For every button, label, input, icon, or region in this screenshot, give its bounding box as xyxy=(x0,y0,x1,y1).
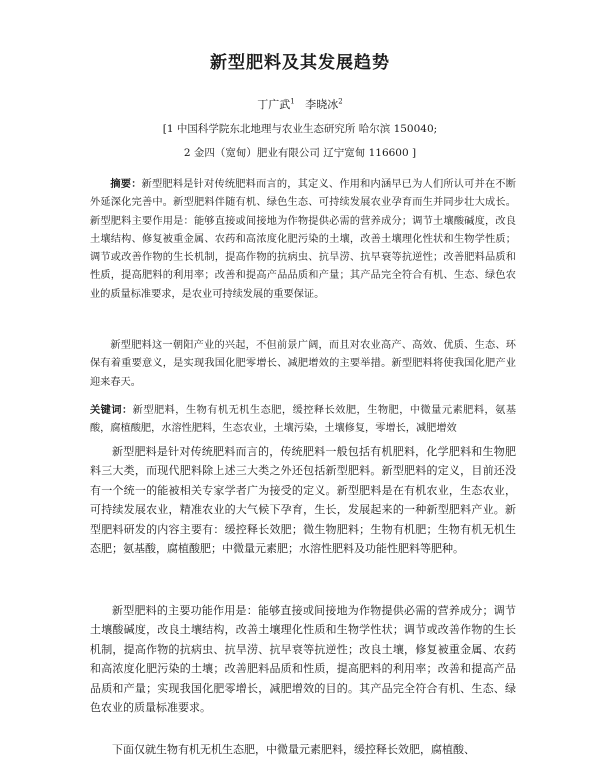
author-name: 丁广武 xyxy=(257,98,291,111)
author-line xyxy=(0,96,600,112)
affiliation-line: 2 金四（宽甸）肥业有限公司 辽宁宽甸 116600 ] xyxy=(183,147,417,159)
abstract-paragraph xyxy=(90,176,516,304)
body-text: 下面仅就生物有机无机生态肥，中微量元素肥料，缓控释长效肥，腐植酸、 xyxy=(112,743,475,756)
body-text: 新型肥料是针对传统肥料而言的，传统肥料一般包括有机肥料，化学肥料和生物肥料三大类，而现代肥料除上述三大类之外还包括新型肥料。新型肥料的定义，目前还没有一个统一的能被相关专家学者广为接受的定义。新型肥料是在有机农业，生态农业，可持续发展农业，精准农业的大气候下孕育，生长，发展起来的一种新型肥料产业。新型肥料研发的内容主要有：缓控释长效肥；微生物肥料；生物有机肥；生物有机无机生态肥；氨基酸，腐植酸肥；中微量元素肥；水溶性肥料及功能性肥料等肥种。 xyxy=(90,445,516,556)
author-superscript: 1 xyxy=(290,97,295,106)
keywords-label: 关键词： xyxy=(90,405,133,416)
keywords-block xyxy=(90,402,516,439)
abstract-paragraph xyxy=(90,337,516,392)
author-name: 李晓冰 xyxy=(305,98,339,111)
paper-title: 新型肥料及其发展趋势 xyxy=(210,53,390,73)
body-paragraph xyxy=(90,740,516,759)
keywords-text: 新型肥料，生物有机无机生态肥，缓控释长效肥，生物肥，中微量元素肥料，氨基酸，腐植酸肥，水溶性肥料，生态农业，土壤污染，土壤修复，零增长，减肥增效 xyxy=(90,405,517,435)
abstract-text: 新型肥料这一朝阳产业的兴起，不但前景广阔，而且对农业高产、高效、优质、生态、环保有着重要意义，是实现我国化肥零增长、减肥增效的主要举措。新型肥料将使我国化肥产业迎来春天。 xyxy=(90,340,516,388)
author-superscript: 2 xyxy=(338,97,343,106)
affiliation-line: [1 中国科学院东北地理与农业生态研究所 哈尔滨 150040; xyxy=(162,123,438,135)
abstract-label: 摘要： xyxy=(110,179,142,190)
abstract-text: 新型肥料是针对传统肥料而言的，其定义、作用和内涵早已为人们所认可并在不断外延深化完善中。新型肥料伴随有机、绿色生态、可持续发展农业孕育而生并同步壮大成长。新型肥料主要作用是：能够直接或间接地为作物提供必需的营养成分；调节土壤酸碱度，改良土壤结构、修复被重金属、农药和高浓度化肥污染的土壤，改善土壤理化性状和生物学性质；调节或改善作物的生长机制，提高作物的抗病虫、抗旱涝、抗早衰等抗逆性；改善肥料品质和性质，提高肥料的利用率；改善和提高产品品质和产量；其产品完全符合有机、生态、绿色农业的质量标准要求，是农业可持续发展的重要保证。 xyxy=(90,179,516,300)
body-paragraph xyxy=(90,442,516,558)
body-text: 新型肥料的主要功能作用是：能够直接或间接地为作物提供必需的营养成分；调节土壤酸碱度，改良土壤结构，改善土壤理化性质和生物学性状；调节或改善作物的生长机制，提高作物的抗病虫、抗旱涝、抗早衰等抗逆性；改良土壤，修复被重金属、农药和高浓度化肥污染的土壤；改善肥料品质和性质，提高肥料的利用率；改善和提高产品品质和产量；实现我国化肥零增长，减肥增效的目的。其产品完全符合有机、生态、绿色农业的质量标准要求。 xyxy=(90,604,516,715)
body-paragraph xyxy=(90,601,516,717)
